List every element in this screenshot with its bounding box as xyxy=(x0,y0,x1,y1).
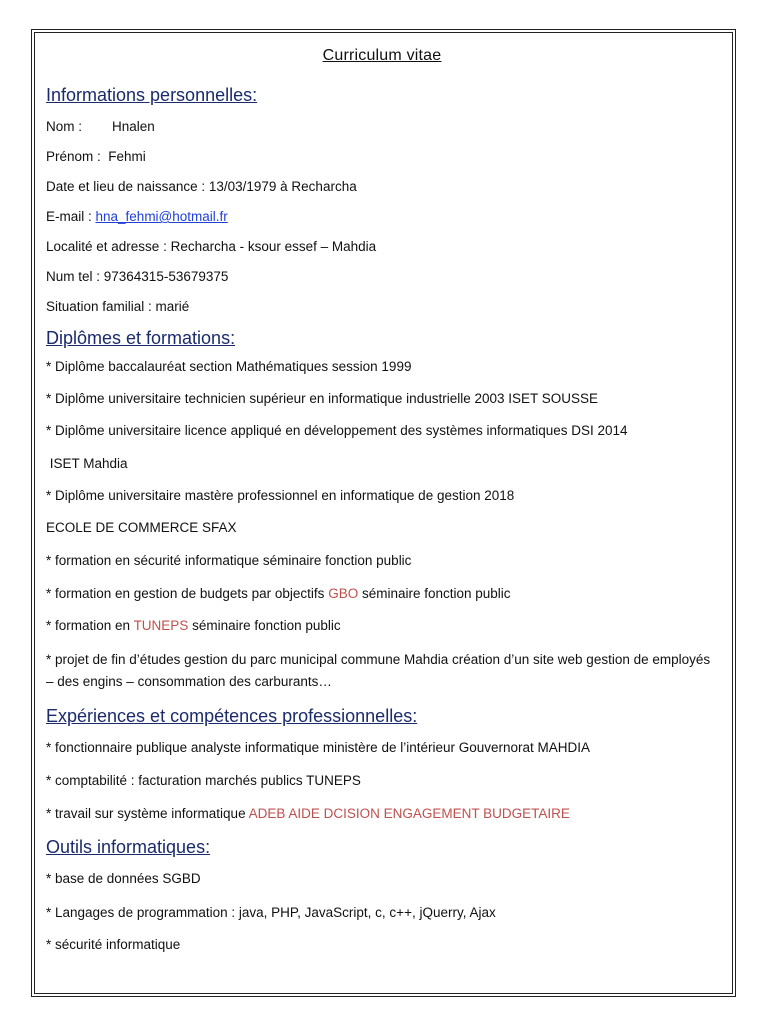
experience-item xyxy=(46,805,718,823)
gbo-before: * formation en gestion de budgets par objectifs xyxy=(46,586,329,601)
diploma-item: * formation en sécurité informatique séminaire fonction public xyxy=(46,553,412,568)
experience-item: * fonctionnaire publique analyste informatique ministère de l’intérieur Gouvernorat MAHDIA xyxy=(46,740,591,755)
tuneps-before: * formation en xyxy=(46,618,134,633)
tools-item: * base de données SGBD xyxy=(46,871,201,886)
diploma-item: * Diplôme baccalauréat section Mathématiques session 1999 xyxy=(46,359,412,374)
prenom-label: Prénom : xyxy=(46,149,101,164)
family-line: Situation familial : marié xyxy=(46,299,190,314)
diploma-item: * Diplôme universitaire mastère professionnel en informatique de gestion 2018 xyxy=(46,488,515,503)
project-line: * projet de fin d’études gestion du parc municipal commune Mahdia création d’un site web gestion de employés – des engins – consommation des carburants… xyxy=(46,652,711,689)
diplomas-heading: Diplômes et formations: xyxy=(46,328,236,348)
prenom-value: Fehmi xyxy=(108,149,146,164)
cv-title: Curriculum vitae xyxy=(322,47,442,64)
prenom-line xyxy=(46,148,718,166)
email-label: E-mail : xyxy=(46,209,96,224)
tools-item: * Langages de programmation : java, PHP, JavaScript, c, c++, jQuerry, Ajax xyxy=(46,905,496,920)
nom-line xyxy=(46,118,718,136)
experience-heading: Expériences et compétences professionnelles: xyxy=(46,706,418,726)
gbo-highlight: GBO xyxy=(328,586,359,601)
tools-item: * sécurité informatique xyxy=(46,937,181,952)
address-line: Localité et adresse : Recharcha - ksour essef – Mahdia xyxy=(46,239,377,254)
email-link[interactable]: hna_fehmi@hotmail.fr xyxy=(95,209,228,224)
diploma-item: * Diplôme universitaire licence appliqué en développement des systèmes informatiques DSI 2014 xyxy=(46,423,628,438)
tuneps-highlight: TUNEPS xyxy=(133,618,189,633)
diploma-item: ECOLE DE COMMERCE SFAX xyxy=(46,520,237,535)
tuneps-after: séminaire fonction public xyxy=(188,618,341,633)
cv-document xyxy=(46,44,718,954)
adeb-highlight: ADEB AIDE DCISION ENGAGEMENT BUDGETAIRE xyxy=(248,806,570,821)
adeb-before: * travail sur système informatique xyxy=(46,806,249,821)
diploma-item: * Diplôme universitaire technicien supérieur en informatique industrielle 2003 ISET SOUSSE xyxy=(46,391,599,406)
gbo-after: séminaire fonction public xyxy=(358,586,511,601)
tools-heading: Outils informatiques: xyxy=(46,837,211,857)
diploma-item: ISET Mahdia xyxy=(46,456,128,471)
nom-value: Hnalen xyxy=(112,119,155,134)
phone-line: Num tel : 97364315-53679375 xyxy=(46,269,229,284)
personal-info-heading: Informations personnelles: xyxy=(46,85,258,105)
email-line xyxy=(46,208,718,226)
experience-item: * comptabilité : facturation marchés publics TUNEPS xyxy=(46,773,361,788)
gbo-training-line xyxy=(46,585,718,603)
nom-label: Nom : xyxy=(46,119,83,134)
birth-line: Date et lieu de naissance : 13/03/1979 à Recharcha xyxy=(46,179,357,194)
tuneps-training-line xyxy=(46,617,718,635)
